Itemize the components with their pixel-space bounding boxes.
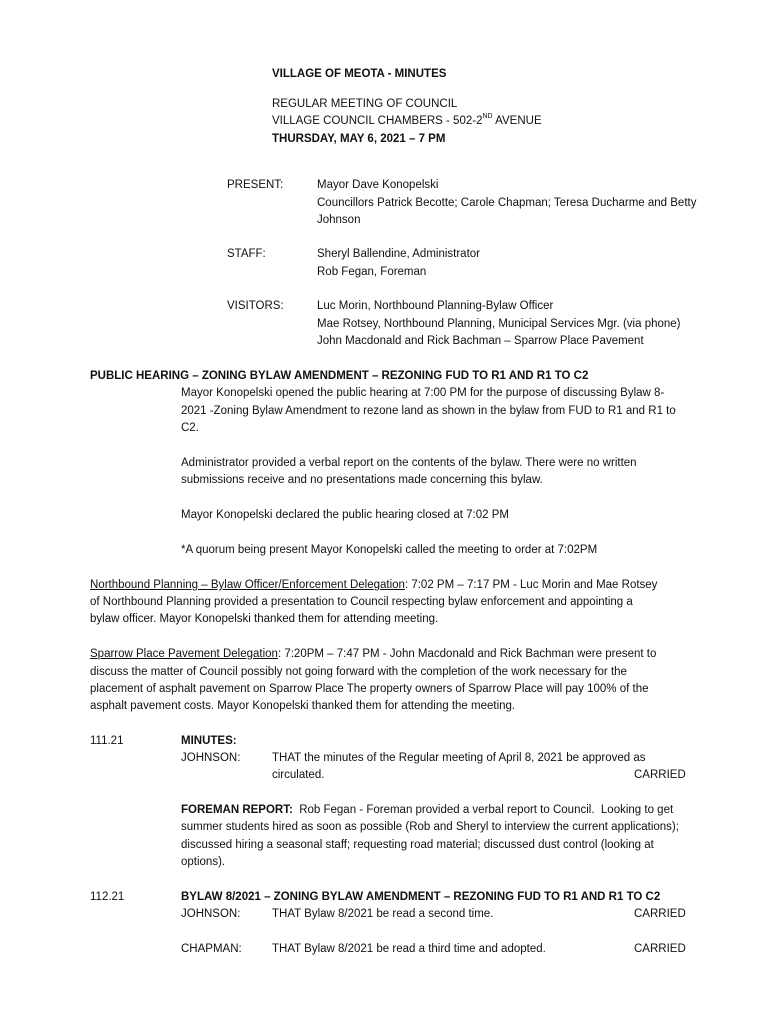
delegation-2-line-4: asphalt pavement costs. Mayor Konopelski thanked them for attending the meeting.: [90, 700, 516, 712]
foreman-report-line-1: FOREMAN REPORT: Rob Fegan - Foreman provided a verbal report to Council. Looking to get: [181, 804, 674, 816]
delegation-1-line-2: of Northbound Planning provided a presentation to Council respecting bylaw enforcement and appointing a: [90, 596, 633, 608]
delegation-2-line-2: discuss the matter of Council possibly not going forward with the completion of the work necessary for the: [90, 666, 627, 678]
item-112-motion-2-result: CARRIED: [634, 943, 686, 955]
staff-foreman: Rob Fegan, Foreman: [317, 266, 427, 278]
delegation-1-title: Northbound Planning – Bylaw Officer/Enforcement Delegation: [90, 579, 405, 591]
item-112-motion-1-result: CARRIED: [634, 908, 686, 920]
meeting-date: THURSDAY, MAY 6, 2021 – 7 PM: [272, 133, 446, 145]
foreman-report-line-3: discussed hiring a seasonal staff; requesting road material; discussed dust control (looking at: [181, 839, 654, 851]
item-111-number: 111.21: [90, 735, 124, 747]
hearing-para-2-line-2: submissions receive and no presentations made concerning this bylaw.: [181, 474, 543, 486]
item-112-motion-1-mover: JOHNSON:: [181, 908, 241, 920]
delegation-2-title: Sparrow Place Pavement Delegation: [90, 648, 278, 660]
meeting-location: VILLAGE COUNCIL CHAMBERS - 502-2ND AVENUE: [272, 113, 542, 127]
item-111-mover: JOHNSON:: [181, 752, 241, 764]
delegation-1-line-1: Northbound Planning – Bylaw Officer/Enforcement Delegation: 7:02 PM – 7:17 PM - Luc Morin and Mae Rotsey: [90, 579, 658, 591]
quorum-note: *A quorum being present Mayor Konopelski called the meeting to order at 7:02PM: [181, 544, 598, 556]
foreman-report-line-4: options).: [181, 856, 226, 868]
present-mayor: Mayor Dave Konopelski: [317, 179, 439, 191]
item-111-result: CARRIED: [634, 769, 686, 781]
delegation-1-line-3: bylaw officer. Mayor Konopelski thanked them for attending meeting.: [90, 613, 439, 625]
visitor-2: Mae Rotsey, Northbound Planning, Municipal Services Mgr. (via phone): [317, 318, 681, 330]
present-councillors-cont: Johnson: [317, 214, 361, 226]
foreman-report-label: FOREMAN REPORT:: [181, 804, 293, 816]
hearing-closed: Mayor Konopelski declared the public hearing closed at 7:02 PM: [181, 509, 509, 521]
meeting-type: REGULAR MEETING OF COUNCIL: [272, 98, 458, 110]
visitor-3: John Macdonald and Rick Bachman – Sparrow Place Pavement: [317, 335, 644, 347]
hearing-para-2-line-1: Administrator provided a verbal report on the contents of the bylaw. There were no written: [181, 457, 637, 469]
document-title: VILLAGE OF MEOTA - MINUTES: [272, 68, 447, 80]
staff-label: STAFF:: [227, 248, 266, 260]
foreman-report-line-2: summer students hired as soon as possible (Rob and Sheryl to interview the current applications);: [181, 821, 679, 833]
public-hearing-heading: PUBLIC HEARING – ZONING BYLAW AMENDMENT – REZONING FUD TO R1 AND R1 TO C2: [90, 370, 589, 382]
item-112-motion-2-mover: CHAPMAN:: [181, 943, 242, 955]
item-112-motion-2-text: THAT Bylaw 8/2021 be read a third time and adopted.: [272, 943, 546, 955]
present-councillors: Councillors Patrick Becotte; Carole Chapman; Teresa Ducharme and Betty: [317, 197, 697, 209]
delegation-2-line-3: placement of asphalt pavement on Sparrow Place The property owners of Sparrow Place will pay 100% of the: [90, 683, 649, 695]
item-111-heading: MINUTES:: [181, 735, 237, 747]
item-112-heading: BYLAW 8/2021 – ZONING BYLAW AMENDMENT – REZONING FUD TO R1 AND R1 TO C2: [181, 891, 661, 903]
hearing-para-1-line-3: C2.: [181, 422, 199, 434]
item-112-number: 112.21: [90, 891, 125, 903]
item-111-motion-line-1: THAT the minutes of the Regular meeting of April 8, 2021 be approved as: [272, 752, 646, 764]
delegation-2-line-1: Sparrow Place Pavement Delegation: 7:20PM – 7:47 PM - John Macdonald and Rick Bachman were present to: [90, 648, 657, 660]
visitors-label: VISITORS:: [227, 300, 284, 312]
hearing-para-1-line-1: Mayor Konopelski opened the public hearing at 7:00 PM for the purpose of discussing Bylaw 8-: [181, 387, 665, 399]
present-label: PRESENT:: [227, 179, 284, 191]
staff-administrator: Sheryl Ballendine, Administrator: [317, 248, 480, 260]
item-112-motion-1-text: THAT Bylaw 8/2021 be read a second time.: [272, 908, 494, 920]
item-111-motion-line-2: circulated.: [272, 769, 325, 781]
visitor-1: Luc Morin, Northbound Planning-Bylaw Officer: [317, 300, 554, 312]
hearing-para-1-line-2: 2021 -Zoning Bylaw Amendment to rezone land as shown in the bylaw from FUD to R1 and R1 to: [181, 405, 676, 417]
